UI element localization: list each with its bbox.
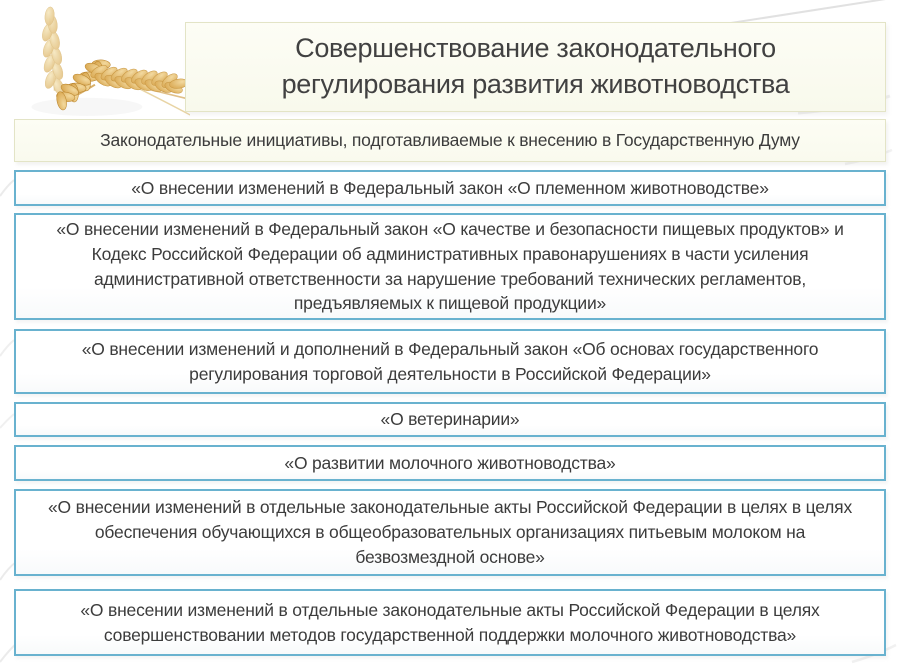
banner-legislative-initiatives: Законодательные инициативы, подготавливаемые к внесению в Государственную Думу	[14, 119, 886, 162]
slide-title: Совершенствование законодательного регулирования развития животноводства	[185, 22, 886, 112]
initiative-box-dairy-livestock-development: «О развитии молочного животноводства»	[14, 445, 886, 481]
initiative-box-food-quality-safety: «О внесении изменений в Федеральный закон «О качестве и безопасности пищевых продуктов» и Кодекс Российской Федерации об административных правонарушениях в части усиления административной ответственности за нарушение требований технических регламентов, предъявляемых к пищевой продукции»	[14, 213, 886, 320]
initiative-box-trade-regulation: «О внесении изменений и дополнений в Федеральный закон «Об основах государственного регулирования торговой деятельности в Российской Федерации»	[14, 329, 886, 394]
initiative-box-breeding-livestock: «О внесении изменений в Федеральный закон «О племенном животноводстве»	[14, 170, 886, 206]
wheat-ears-image	[8, 4, 190, 120]
initiative-box-veterinary: «О ветеринарии»	[14, 402, 886, 437]
initiative-box-dairy-state-support: «О внесении изменений в отдельные законодательные акты Российской Федерации в целях совершенствовании методов государственной поддержки молочного животноводства»	[14, 589, 886, 656]
initiative-box-school-milk: «О внесении изменений в отдельные законодательные акты Российской Федерации в целях в целях обеспечения обучающихся в общеобразовательных организациях питьевым молоком на безвозмездной основе»	[14, 489, 886, 576]
